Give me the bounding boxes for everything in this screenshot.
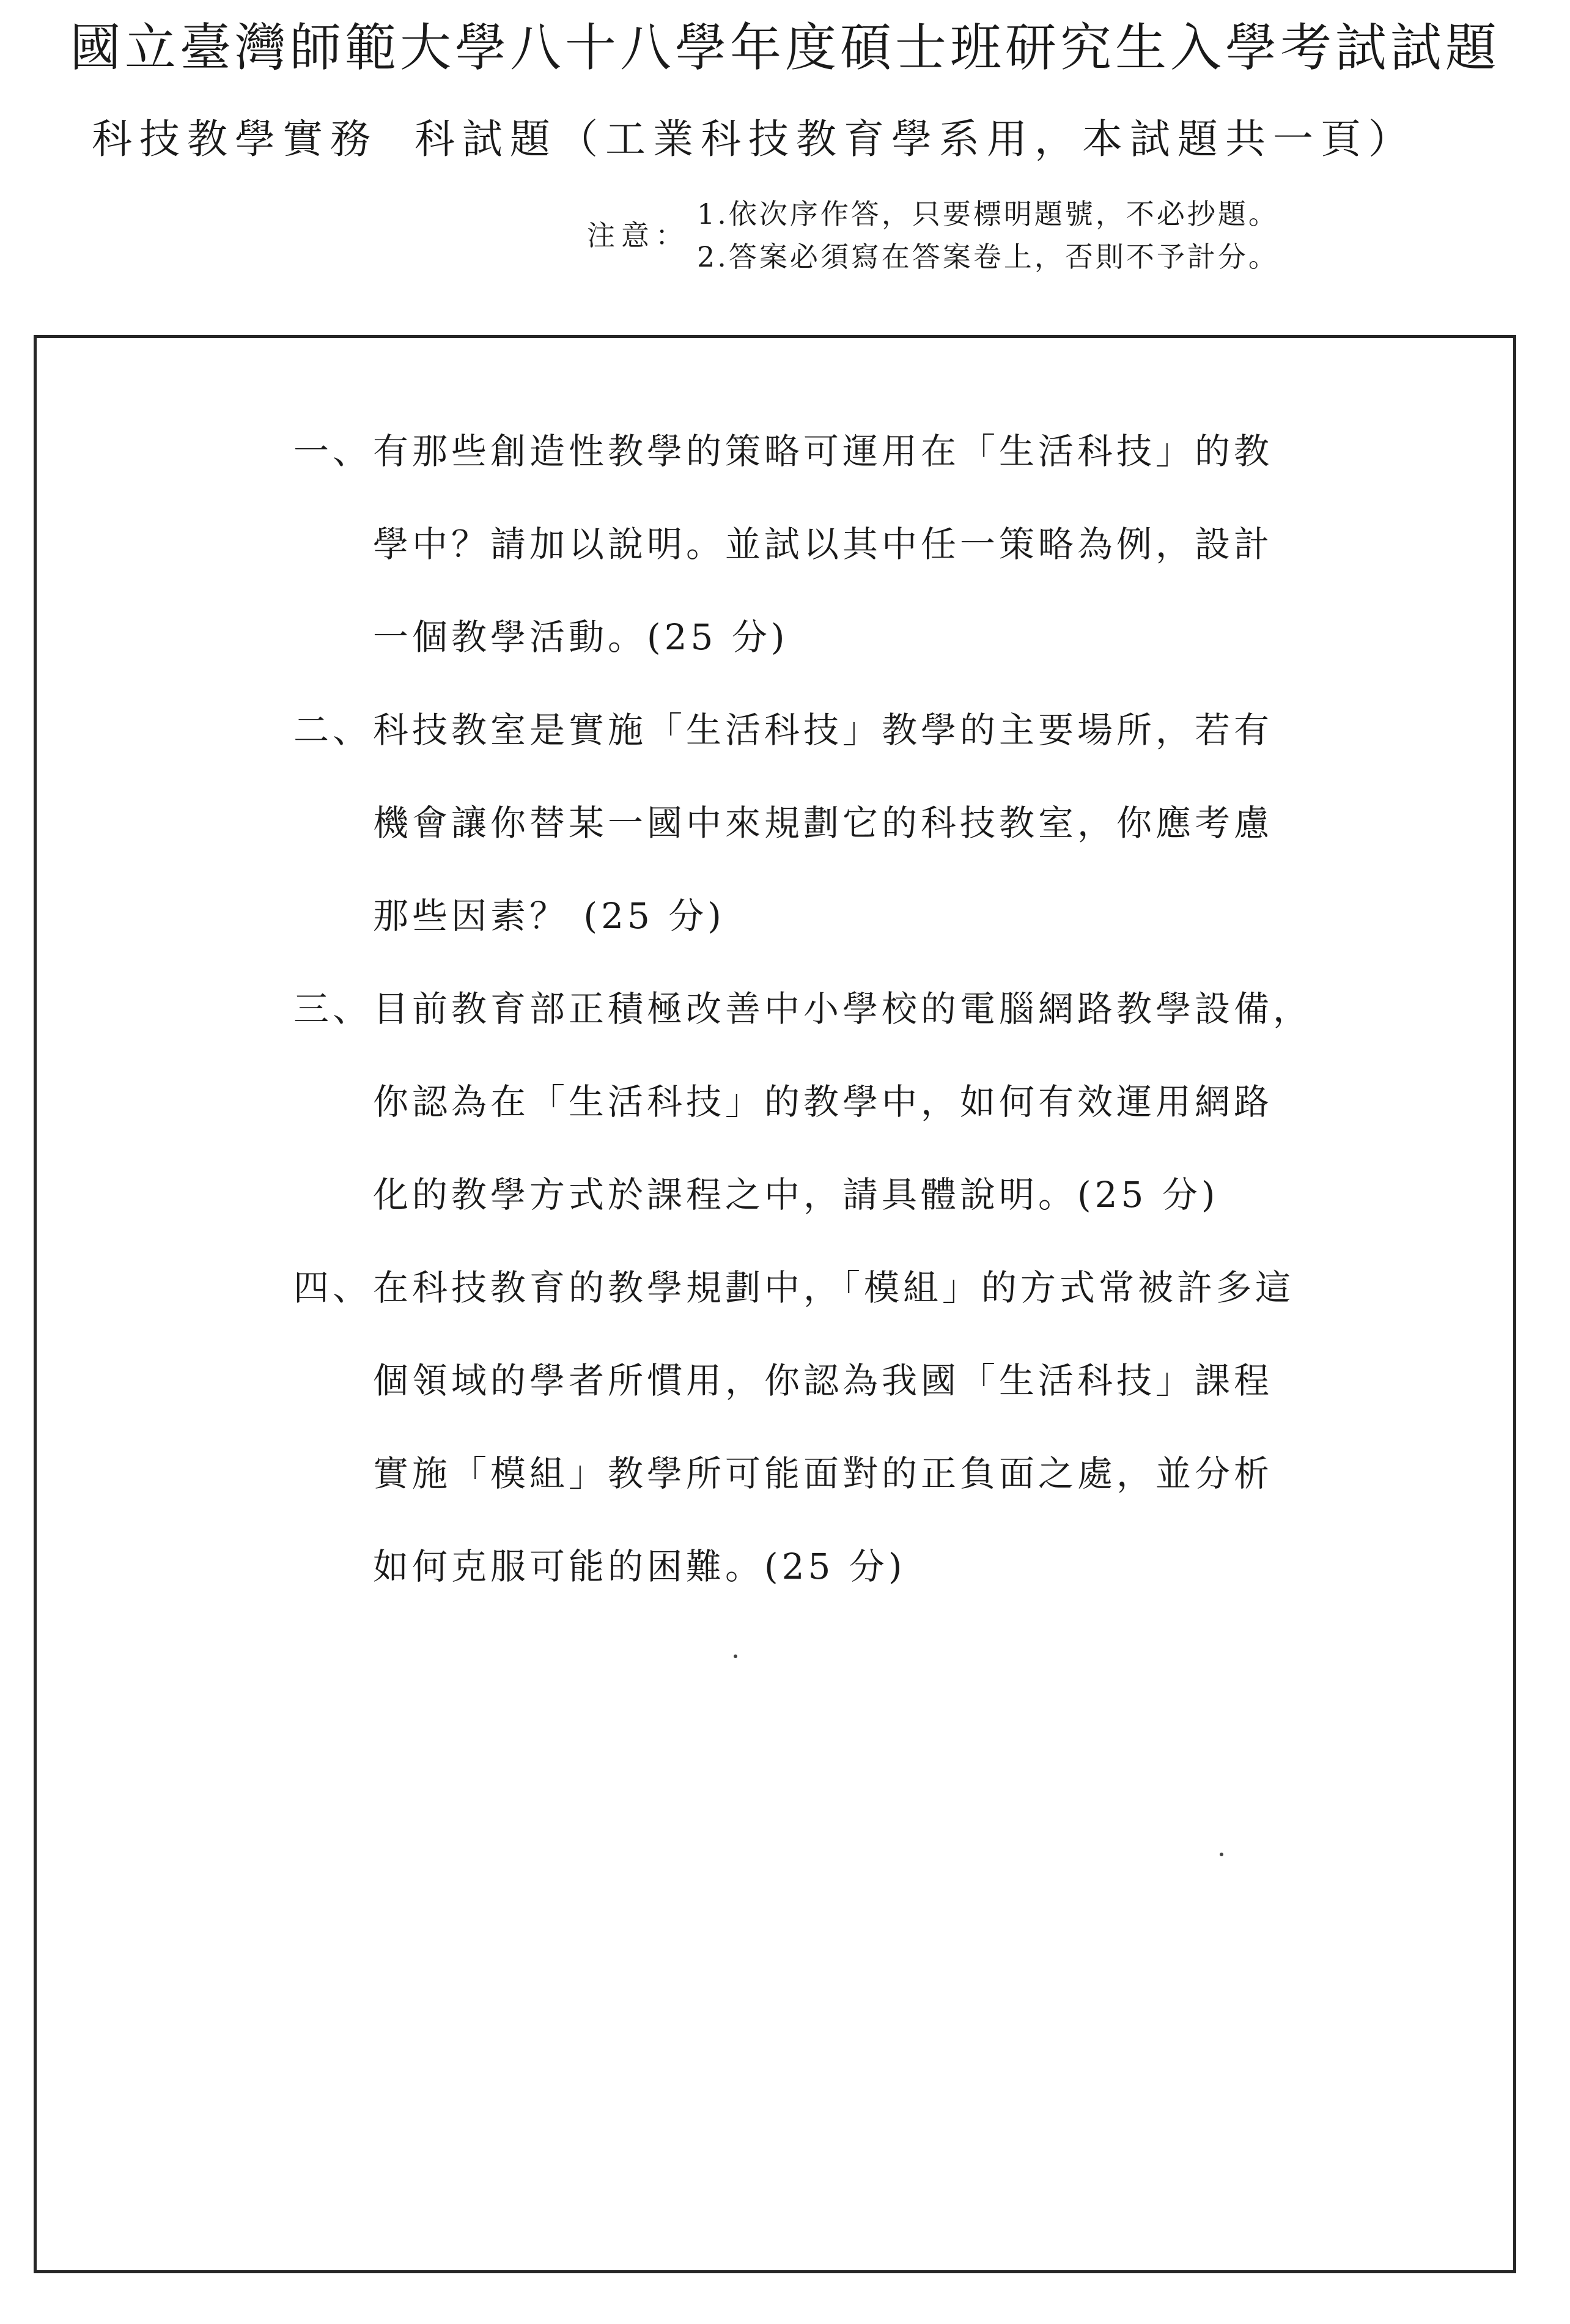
notice-item: 1.依次序作答，只要標明題號，不必抄題。: [697, 197, 1279, 231]
question-line: 目前教育部正積極改善中小學校的電腦網路教學設備，: [373, 988, 1313, 1030]
scan-speck: [1220, 1853, 1223, 1856]
question-line: 化的教學方式於課程之中，請具體說明。(25 分): [373, 1174, 1219, 1215]
question-line: 那些因素？ (25 分): [373, 895, 725, 937]
notice-items: [697, 193, 1279, 278]
question-number: 三、: [293, 988, 372, 1030]
scan-speck: [734, 1654, 737, 1658]
question-line: 在科技教育的教學規劃中，「模組」的方式常被許多這: [373, 1267, 1295, 1308]
question-number: 四、: [293, 1267, 372, 1308]
course-name: 科技教學實務: [92, 116, 378, 163]
question-line: 實施「模組」教學所可能面對的正負面之處，並分析: [373, 1453, 1273, 1494]
question-line: 你認為在「生活科技」的教學中，如何有效運用網路: [373, 1081, 1273, 1123]
question-body: [373, 405, 1273, 684]
question-line: 一個教學活動。(25 分): [373, 616, 789, 658]
subject-info: 科試題（工業科技教育學系用，本試題共一頁）: [415, 116, 1416, 163]
question-number: 一、: [293, 430, 372, 472]
exam-title: 國立臺灣師範大學八十八學年度碩士班研究生入學考試試題: [69, 18, 1500, 78]
notice-item: 2.答案必須寫在答案卷上，否則不予計分。: [697, 240, 1279, 273]
question-line: 科技教室是實施「生活科技」教學的主要場所，若有: [373, 709, 1273, 751]
exam-subtitle: [92, 109, 1416, 170]
question-line: 有那些創造性教學的策略可運用在「生活科技」的教: [373, 430, 1273, 472]
question-line: 機會讓你替某一國中來規劃它的科技教室，你應考慮: [373, 802, 1273, 844]
notice-label: 注意：: [587, 219, 690, 252]
question-body: [373, 1241, 1294, 1613]
question-line: 個領域的學者所慣用，你認為我國「生活科技」課程: [373, 1360, 1273, 1401]
question-body: [373, 962, 1312, 1241]
question-line: 學中？請加以說明。並試以其中任一策略為例，設計: [373, 523, 1273, 565]
question-line: 如何克服可能的困難。(25 分): [373, 1546, 906, 1587]
question-body: [373, 684, 1273, 962]
question-number: 二、: [293, 709, 372, 751]
